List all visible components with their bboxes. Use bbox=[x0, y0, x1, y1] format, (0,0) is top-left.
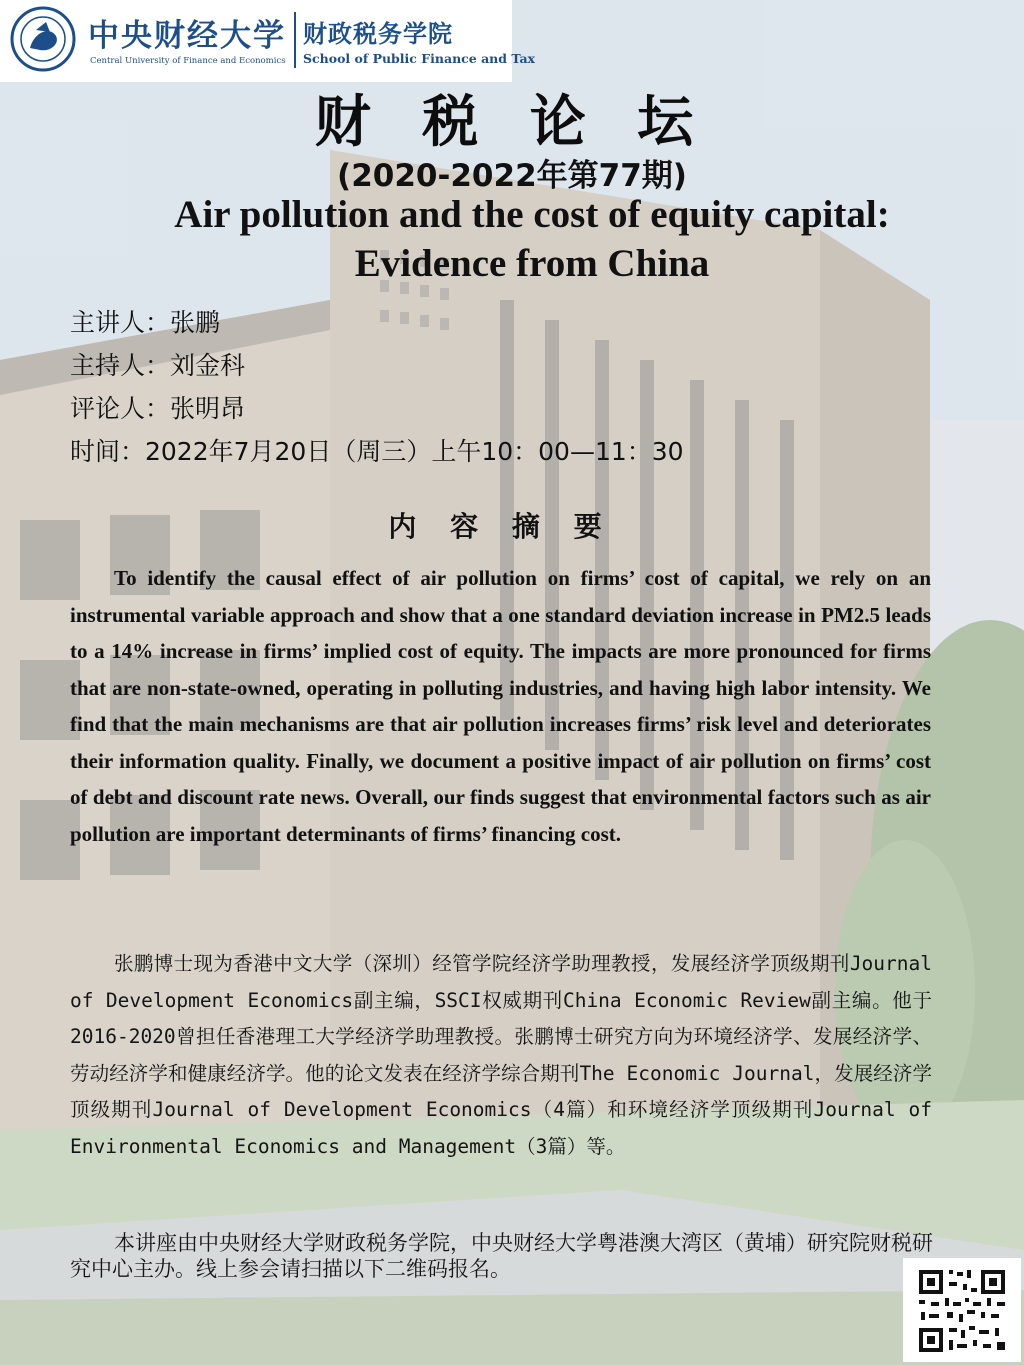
speaker: 主讲人：张鹏 bbox=[70, 308, 221, 337]
abstract-text: To identify the causal effect of air pollution on firms’ cost of capital, we rely on an instrumental variable approach and show that a one standard deviation increase in PM2.5 leads to a 14% increase in firms’ implied cost of equity. The impacts are more pronounced for firms that are non-state-owned, operating in polluting industries, and having high labor intensity. We find that the main mechanisms are that air pollution increases firms’ risk level and deteriorates their information quality. Finally, we document a positive impact of air pollution on firms’ cost of debt and discount rate news. Overall, our finds suggest that environmental factors such as air pollution are important determinants of firms’ financing cost. bbox=[70, 566, 931, 846]
school-name-en: School of Public Finance and Tax bbox=[303, 51, 536, 66]
school-name-cn: 财政税务学院 bbox=[303, 20, 453, 48]
university-seal-icon bbox=[10, 6, 76, 72]
abstract-heading: 内 容 摘 要 bbox=[388, 510, 614, 543]
qr-code-icon[interactable] bbox=[903, 1258, 1021, 1362]
discussant: 评论人：张明昂 bbox=[70, 394, 246, 423]
university-name-en: Central University of Finance and Economics bbox=[90, 56, 286, 66]
speaker-bio: 张鹏博士现为香港中文大学（深圳）经管学院经济学助理教授，发展经济学顶级期刊Journal of Development Economics副主编，SSCI权威期刊China Economic Review副主编。他于2016-2020曾担任香港理工大学经济学助理教授。张鹏博士研究方向为环境经济学、发展经济学、劳动经济学和健康经济学。他的论文发表在经济学综合期刊The Economic Journal，发展经济学顶级期刊Journal of Development Economics（4篇）和环境经济学顶级期刊Journal of Environmental Economics and Management（3篇）等。 bbox=[70, 952, 932, 1158]
logo-divider bbox=[294, 12, 296, 68]
university-name-cn: 中央财经大学 bbox=[88, 18, 286, 54]
organizer-note: 本讲座由中央财经大学财政税务学院，中央财经大学粤港澳大湾区（黄埔）研究院财税研究中心主办。线上参会请扫描以下二维码报名。 bbox=[70, 1231, 933, 1281]
host: 主持人：刘金科 bbox=[70, 351, 246, 380]
event-time: 时间：2022年7月20日（周三）上午10：00—11：30 bbox=[70, 437, 684, 466]
header-logo bbox=[0, 0, 536, 82]
issue-number: (2020-2022年第77期) bbox=[337, 158, 687, 194]
forum-title: 财 税 论 坛 bbox=[314, 90, 710, 155]
talk-title: Air pollution and the cost of equity capital: Evidence from China bbox=[174, 193, 890, 285]
